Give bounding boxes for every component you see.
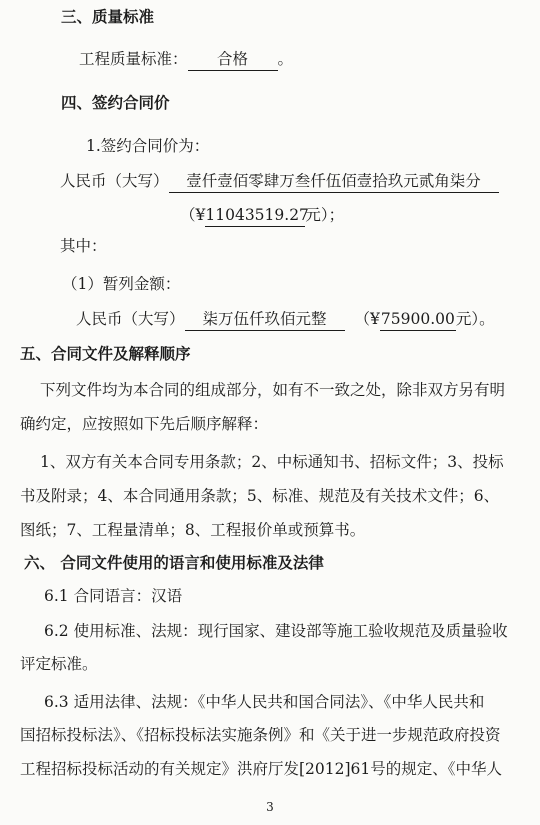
provisional-sum-line [76, 309, 495, 331]
quality-standard-end: 。 [277, 50, 294, 68]
contract-price-item: 1.签约合同价为： [86, 137, 210, 155]
provisional-sum-upper: 柒万伍仟玖佰元整 [185, 309, 345, 331]
paragraph-line: 国招标投标法》、《招标投标法实施条例》和《关于进一步规范政府投资 [20, 726, 501, 744]
paragraph-line: 图纸；7、工程量清单；8、工程报价单或预算书。 [20, 521, 366, 539]
paragraph-line: 工程招标投标活动的有关规定》洪府厅发[2012]61号的规定、《中华人 [20, 760, 503, 778]
section-3-heading: 三、质量标准 [61, 8, 155, 26]
paragraph-line: 确约定，应按照如下先后顺序解释： [20, 415, 269, 433]
rmb-label-2: 人民币（大写） [76, 310, 185, 328]
quality-standard-value: 合格 [188, 49, 278, 71]
paragraph-line: 下列文件均为本合同的组成部分，如有不一致之处，除非双方另有明 [40, 381, 506, 399]
paragraph-line: 6.3 适用法律、法规：《中华人民共和国合同法》、《中华人民共和 [44, 693, 485, 711]
paragraph-line: 评定标准。 [20, 655, 98, 673]
among-text: 其中： [60, 237, 107, 255]
yen-close-2: 元）。 [455, 310, 495, 328]
section-6-heading: 六、 合同文件使用的语言和使用标准及法律 [24, 554, 324, 572]
contract-price-upper: 壹仟壹佰零肆万叁仟伍佰壹拾玖元贰角柒分 [169, 171, 499, 193]
section-4-heading: 四、签约合同价 [61, 94, 170, 112]
quality-standard-line [79, 49, 293, 71]
quality-standard-label: 工程质量标准： [79, 50, 188, 68]
section-5-heading: 五、合同文件及解释顺序 [20, 345, 191, 363]
yen-close: 元）； [305, 206, 345, 224]
rmb-label: 人民币（大写） [60, 172, 169, 190]
provisional-sum-item: （1）暂列金额： [62, 275, 181, 293]
page-number: 3 [266, 800, 274, 814]
paragraph-line: 1、双方有关本合同专用条款；2、中标通知书、招标文件；3、投标 [40, 453, 504, 471]
paragraph-line: 6.2 使用标准、法规：现行国家、建设部等施工验收规范及质量验收 [44, 622, 508, 640]
contract-price-number: 11043519.27 [205, 205, 305, 227]
yen-open: （¥ [180, 206, 206, 224]
provisional-sum-number: 75900.00 [380, 309, 456, 331]
paragraph-line: 6.1 合同语言：汉语 [44, 587, 183, 605]
contract-price-upper-line [60, 171, 499, 193]
contract-price-number-line [180, 205, 344, 227]
paragraph-line: 书及附录；4、本合同通用条款；5、标准、规范及有关技术文件；6、 [20, 487, 500, 505]
yen-open-2: （¥ [354, 310, 380, 328]
